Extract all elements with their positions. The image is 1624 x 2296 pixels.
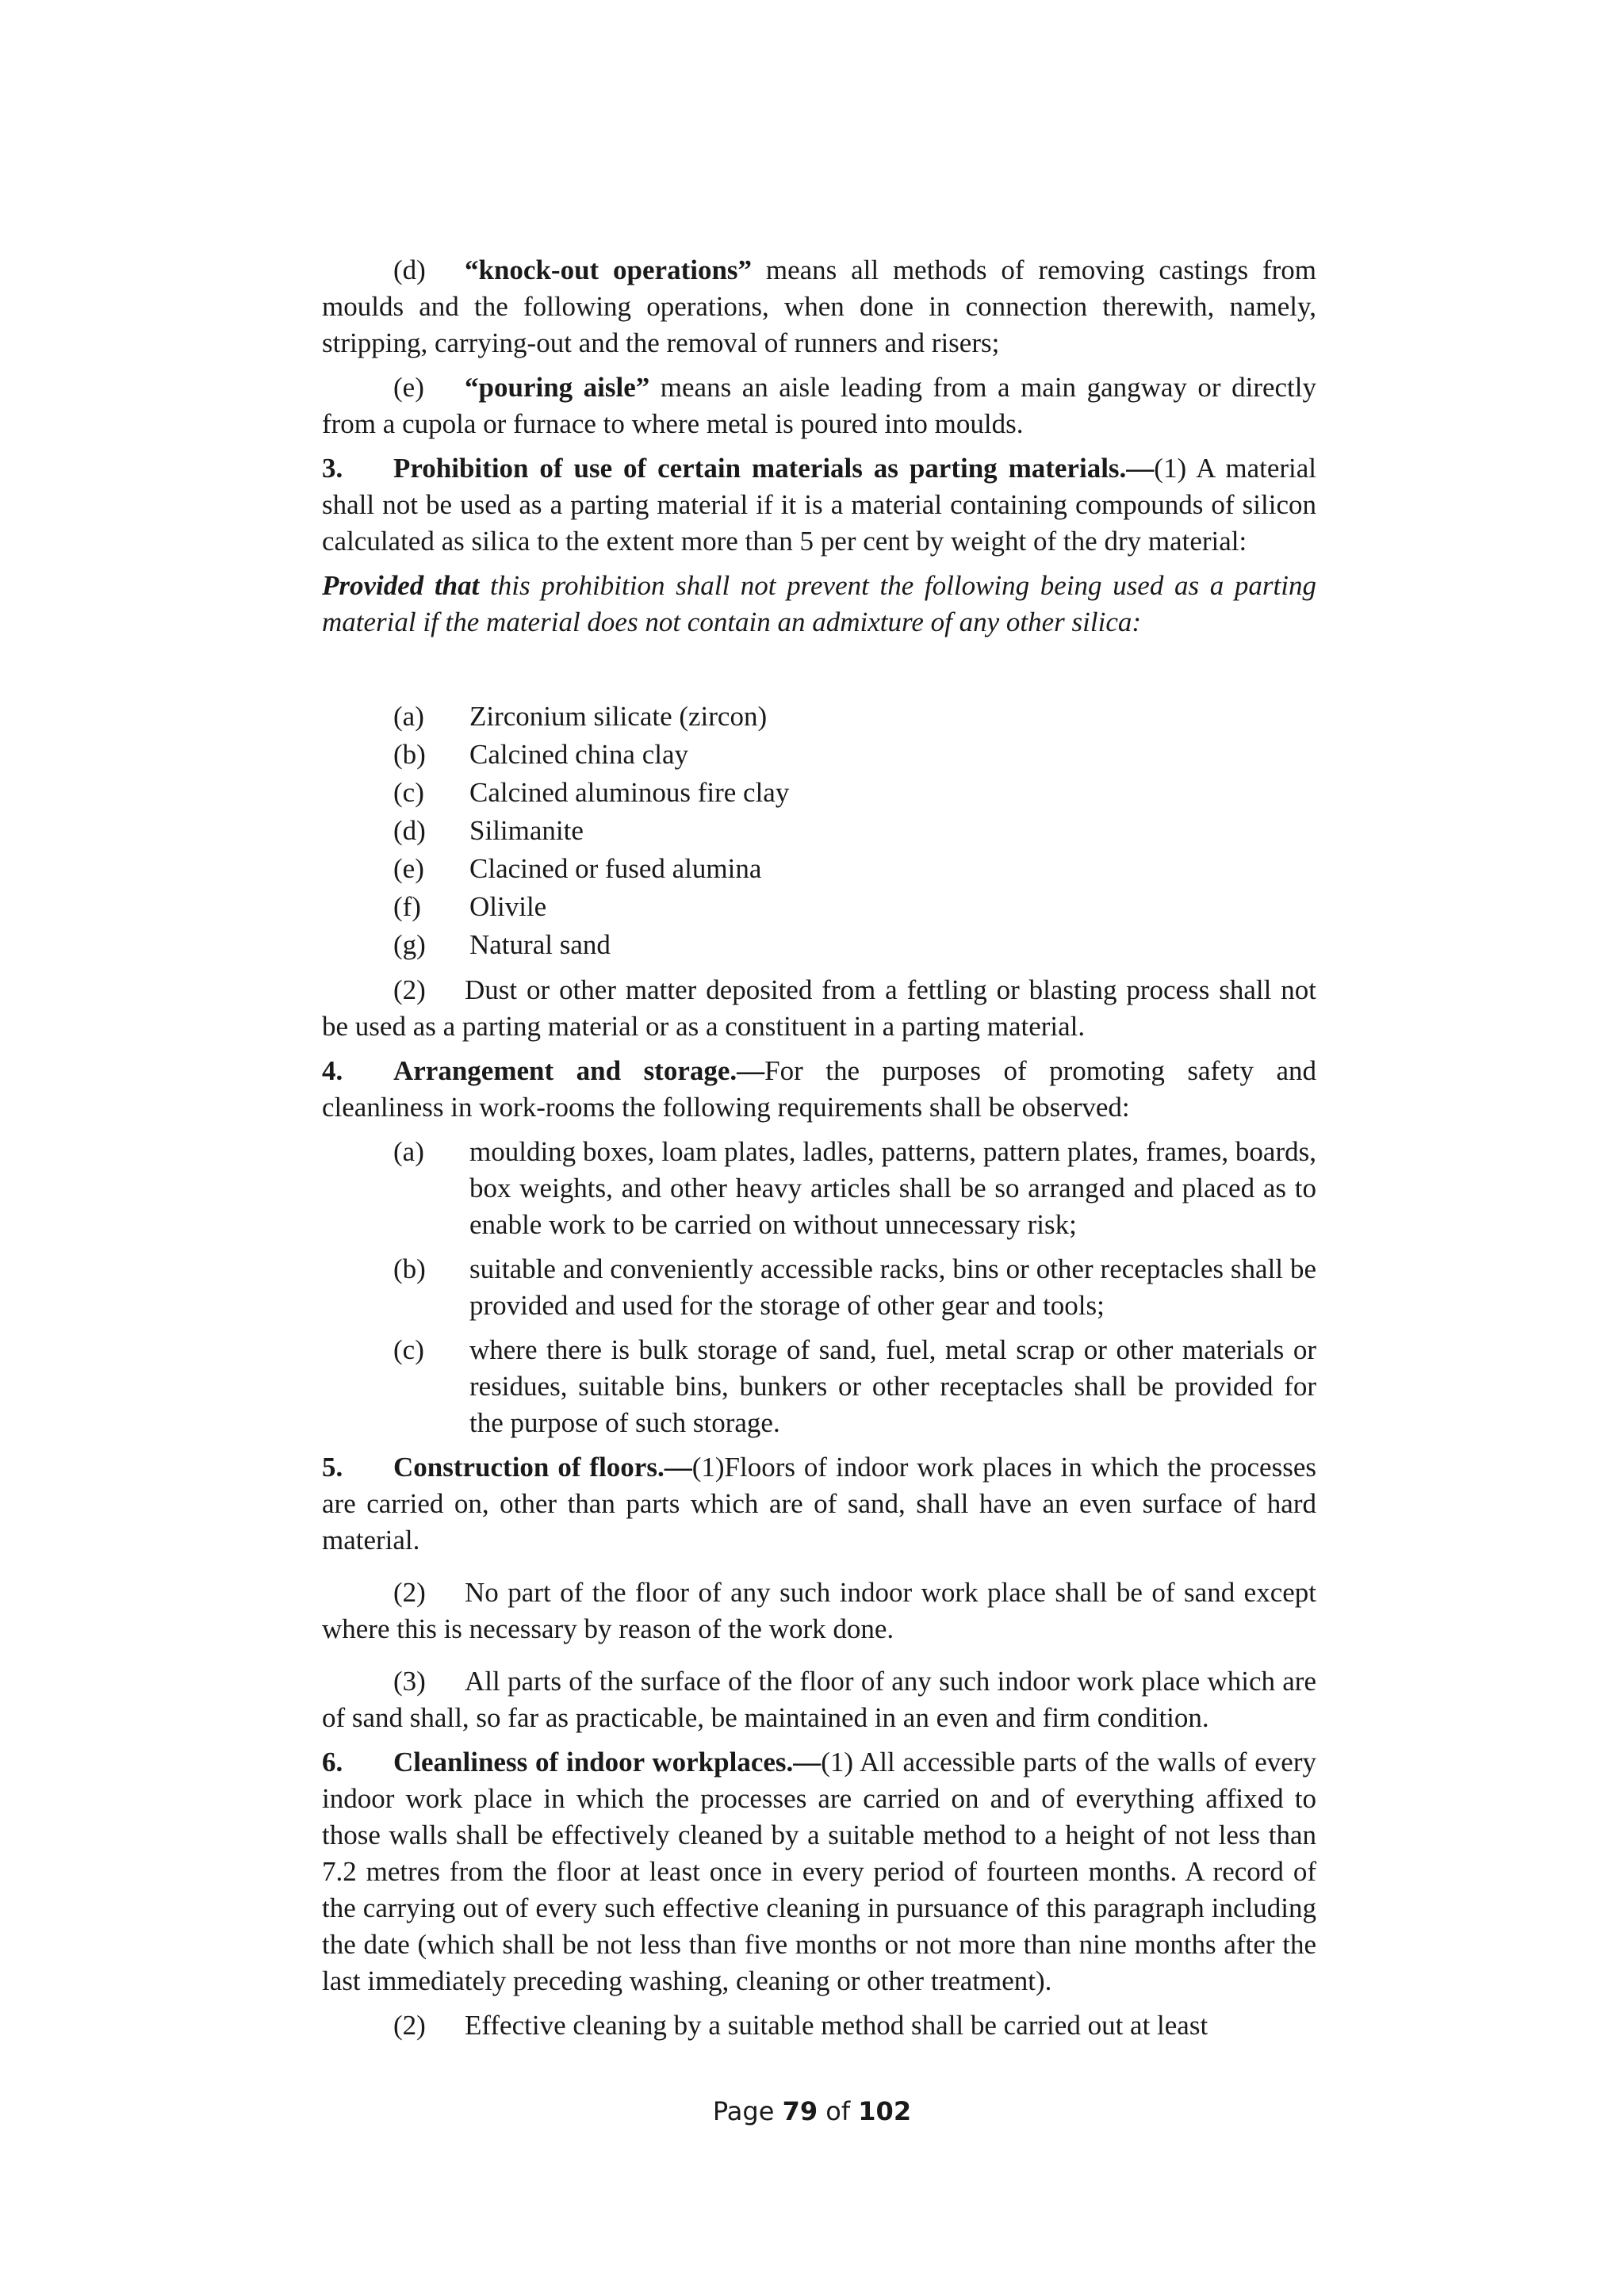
section-title: Construction of floors.— xyxy=(393,1452,692,1483)
subsection-label: (3) xyxy=(393,1666,426,1697)
list-item xyxy=(322,888,1316,926)
definition-text: means all methods of removing castings from moulds and the following operations, when done in connection therewith, namely, stripping, carrying-out and the removal of runners and risers; xyxy=(322,254,1316,358)
subsection-text: All parts of the surface of the floor of any such indoor work place which are of sand shall, so far as practicable, be maintained in an even and firm condition. xyxy=(322,1666,1316,1733)
section-title: Arrangement and storage.— xyxy=(393,1055,765,1086)
item-text: Calcined china clay xyxy=(469,739,688,770)
definition-d xyxy=(322,252,1316,362)
item-label: (c) xyxy=(393,1334,424,1365)
item-text: Calcined aluminous fire clay xyxy=(469,777,790,808)
section-number: 4. xyxy=(322,1055,343,1086)
item-label: (b) xyxy=(393,1253,426,1284)
section-number: 6. xyxy=(322,1747,343,1777)
page-footer xyxy=(0,2096,1624,2126)
section-title: Prohibition of use of certain materials as parting materials.— xyxy=(393,453,1155,484)
item-text: Clacined or fused alumina xyxy=(469,853,762,884)
item-text: where there is bulk storage of sand, fuel, metal scrap or other materials or residues, suitable bins, bunkers or other receptacles shall be provided for the purpose of such storage. xyxy=(469,1334,1316,1438)
subsection-label: (2) xyxy=(393,2010,426,2041)
list-item xyxy=(322,850,1316,888)
list-item xyxy=(322,1134,1316,1243)
section-3 xyxy=(322,450,1316,560)
subsection-label: (2) xyxy=(393,1577,426,1608)
item-text: Silimanite xyxy=(469,815,584,846)
section-6 xyxy=(322,1744,1316,1999)
subsection-text: Dust or other matter deposited from a fettling or blasting process shall not be used as a parting material or as a constituent in a parting material. xyxy=(322,974,1316,1042)
section-6-subsection-2 xyxy=(322,2007,1316,2044)
definition-label: (e) xyxy=(393,372,424,403)
list-item xyxy=(322,926,1316,964)
section-text: (1) All accessible parts of the walls of every indoor work place in which the processes are carried on and of everything affixed to those walls shall be effectively cleaned by a suitable method to a height of not less than 7.2 metres from the floor at least once in every period of fourteen months. A record of the carrying out of every such effective cleaning in pursuance of this paragraph including the date (which shall be not less than five months or not more than nine months after the last immediately preceding washing, cleaning or other treatment). xyxy=(322,1747,1316,1996)
section-title: Cleanliness of indoor workplaces.— xyxy=(393,1747,822,1777)
item-label: (b) xyxy=(393,739,426,770)
current-page-number: 79 xyxy=(782,2096,818,2126)
item-label: (f) xyxy=(393,891,421,922)
list-item xyxy=(322,812,1316,850)
section-5 xyxy=(322,1449,1316,1559)
definition-label: (d) xyxy=(393,254,426,285)
item-label: (a) xyxy=(393,701,424,732)
section-text: (1)Floors of indoor work places in which the processes are carried on, other than parts which are of sand, shall have an even surface of hard material. xyxy=(322,1452,1316,1556)
section-5-subsection-2 xyxy=(322,1575,1316,1647)
definition-e xyxy=(322,369,1316,442)
proviso-text: this prohibition shall not prevent the following being used as a parting material if the material does not contain an admixture of any other silica: xyxy=(322,570,1316,637)
item-label: (d) xyxy=(393,815,426,846)
item-label: (a) xyxy=(393,1136,424,1167)
page-prefix: Page xyxy=(712,2096,783,2126)
section-number: 5. xyxy=(322,1452,343,1483)
section-3-subsection-2 xyxy=(322,972,1316,1045)
proviso xyxy=(322,568,1316,641)
item-text: suitable and conveniently accessible racks, bins or other receptacles shall be provided and used for the storage of other gear and tools; xyxy=(469,1253,1316,1321)
item-text: Natural sand xyxy=(469,929,611,960)
page-of-text: of xyxy=(818,2096,859,2126)
total-pages: 102 xyxy=(858,2096,912,2126)
list-item xyxy=(322,698,1316,736)
item-text: Zirconium silicate (zircon) xyxy=(469,701,768,732)
section-4 xyxy=(322,1053,1316,1126)
proviso-lead: Provided that xyxy=(322,570,480,601)
item-label: (c) xyxy=(393,777,424,808)
section-number: 3. xyxy=(322,453,343,484)
section-text: (1) A material shall not be used as a parting material if it is a material containing compounds of silicon calculated as silica to the extent more than 5 per cent by weight of the dry material: xyxy=(322,453,1316,557)
subsection-label: (2) xyxy=(393,974,426,1005)
subsection-text: Effective cleaning by a suitable method shall be carried out at least xyxy=(465,2010,1208,2041)
section-5-subsection-3 xyxy=(322,1663,1316,1736)
list-item xyxy=(322,736,1316,774)
definition-text: means an aisle leading from a main gangway or directly from a cupola or furnace to where metal is poured into moulds. xyxy=(322,372,1316,439)
defined-term: “knock-out operations” xyxy=(465,254,753,285)
item-label: (g) xyxy=(393,929,426,960)
document-body xyxy=(322,252,1316,2044)
list-item xyxy=(322,1332,1316,1441)
item-label: (e) xyxy=(393,853,424,884)
list-item xyxy=(322,1251,1316,1324)
list-item xyxy=(322,774,1316,812)
section-text: For the purposes of promoting safety and cleanliness in work-rooms the following requirements shall be observed: xyxy=(322,1055,1316,1123)
subsection-text: No part of the floor of any such indoor work place shall be of sand except where this is necessary by reason of the work done. xyxy=(322,1577,1316,1644)
item-text: moulding boxes, loam plates, ladles, patterns, pattern plates, frames, boards, box weights, and other heavy articles shall be so arranged and placed as to enable work to be carried on without unnecessary risk; xyxy=(469,1136,1316,1240)
defined-term: “pouring aisle” xyxy=(465,372,650,403)
parting-materials-list xyxy=(322,698,1316,964)
item-text: Olivile xyxy=(469,891,547,922)
